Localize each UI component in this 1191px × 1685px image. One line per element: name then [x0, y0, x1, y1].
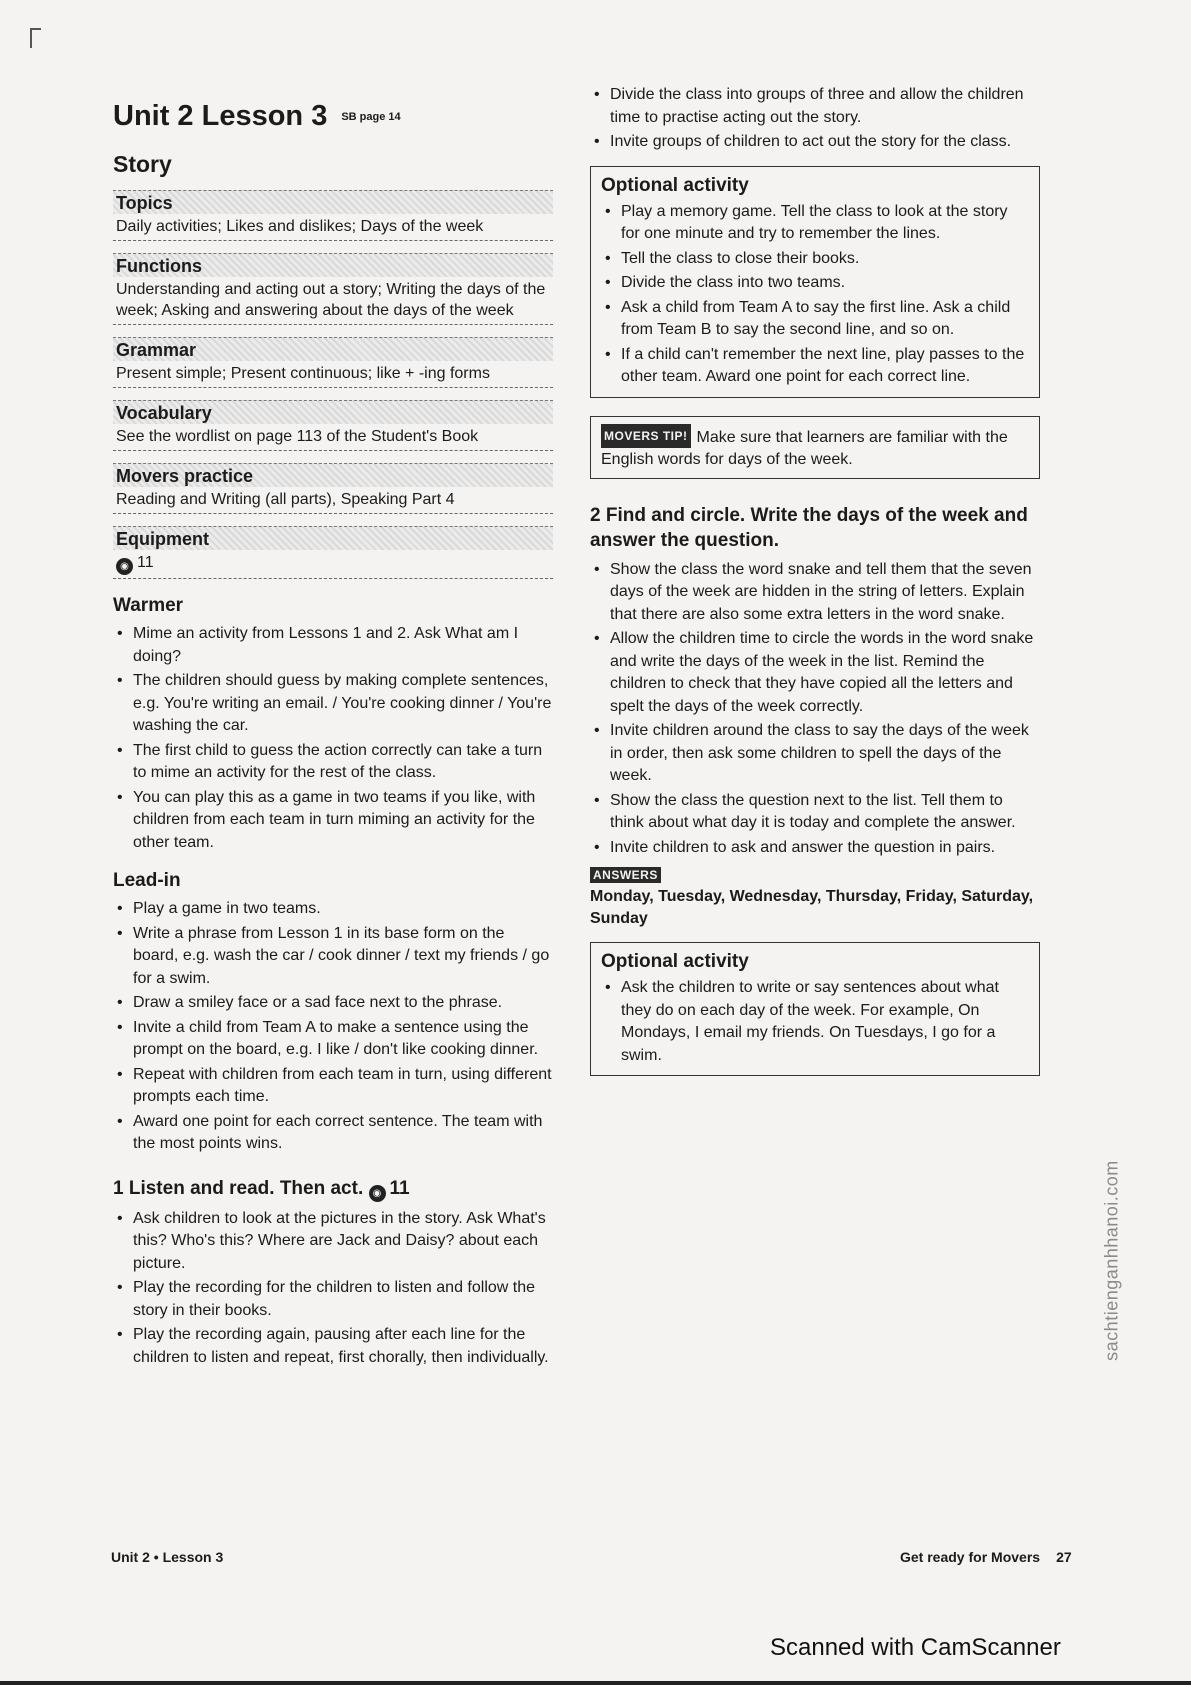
info-text: Daily activities; Likes and dislikes; Days of the week [113, 214, 553, 241]
list-item: • You can play this as a game in two teams if you like, with children from each team in turn miming an activity for the other team. [113, 787, 553, 855]
list-item: • Award one point for each correct sentence. The team with the most points wins. [113, 1111, 553, 1156]
list-item: • Show the class the question next to the list. Tell them to think about what day it is today and complete the answer. [590, 790, 1040, 835]
movers-tip-tag: MOVERS TIP! [601, 424, 691, 448]
list-item: • Invite children around the class to say the days of the week in order, then ask some children to spell the days of the week. [590, 720, 1040, 788]
info-topics [113, 190, 553, 241]
optional-activity-list [601, 201, 1029, 389]
info-label: Equipment [113, 526, 553, 550]
watermark-text: sachtienganhhanoi.com [1101, 1160, 1122, 1361]
list-item: • Show the class the word snake and tell them that the seven days of the week are hidden in the string of letters. Explain that there are also some extra letters in the word snake. [590, 559, 1040, 627]
exercise-1-title: 1 Listen and read. Then act. [113, 1177, 364, 1199]
footer-book-title [900, 1549, 1072, 1565]
list-item: • Invite groups of children to act out the story for the class. [590, 131, 1040, 154]
lesson-title-text: Unit 2 Lesson 3 [113, 100, 328, 132]
list-item: • Invite a child from Team A to make a sentence using the prompt on the board, e.g. I like / don't like cooking dinner. [113, 1017, 553, 1062]
info-text: See the wordlist on page 113 of the Student's Book [113, 424, 553, 451]
audio-icon: ◉ [369, 1185, 386, 1202]
sb-page-ref: SB page 14 [341, 111, 401, 124]
page-number: 27 [1056, 1549, 1072, 1565]
footer-unit-lesson: Unit 2 • Lesson 3 [111, 1549, 224, 1565]
info-label: Functions [113, 253, 553, 277]
info-text: Present simple; Present continuous; like + -ing forms [113, 361, 553, 388]
info-label: Movers practice [113, 463, 553, 487]
answers-tag: ANSWERS [590, 867, 661, 883]
exercise-2-list [590, 559, 1040, 860]
list-item: • Invite children to ask and answer the question in pairs. [590, 837, 1040, 860]
bottom-rule [0, 1681, 1191, 1685]
right-column [590, 84, 1040, 1090]
list-item: • Mime an activity from Lessons 1 and 2. Ask What am I doing? [113, 623, 553, 668]
info-text: Understanding and acting out a story; Writing the days of the week; Asking and answering about the days of the week [113, 277, 553, 325]
footer-book-name: Get ready for Movers [900, 1549, 1041, 1565]
list-item: • Ask the children to write or say sentences about what they do on each day of the week. For example, On Mondays, I email my friends. On Tuesdays, I go for a swim. [601, 977, 1029, 1067]
info-label: Grammar [113, 337, 553, 361]
info-text: Reading and Writing (all parts), Speaking Part 4 [113, 487, 553, 514]
list-item: • The first child to guess the action correctly can take a turn to mime an activity for the rest of the class. [113, 740, 553, 785]
warmer-list [113, 623, 553, 854]
audio-icon: ◉ [116, 558, 133, 575]
exercise-1-list [113, 1208, 553, 1370]
optional-activity-list [601, 977, 1029, 1067]
leadin-list [113, 898, 553, 1156]
list-item: • Ask a child from Team A to say the first line. Ask a child from Team B to say the second line, and so on. [601, 297, 1029, 342]
list-item: • Repeat with children from each team in turn, using different prompts each time. [113, 1064, 553, 1109]
list-item: • Tell the class to close their books. [601, 248, 1029, 271]
optional-activity-heading: Optional activity [601, 174, 749, 196]
story-act-list [590, 84, 1040, 154]
movers-tip-text: Make sure that learners are familiar with the English words for days of the week. [601, 428, 1008, 468]
info-grammar [113, 337, 553, 388]
track-number: 11 [389, 1177, 410, 1199]
list-item: • Play a game in two teams. [113, 898, 553, 921]
movers-tip-box [590, 416, 1040, 479]
list-item: • Play the recording again, pausing after each line for the children to listen and repeat, first chorally, then individually. [113, 1324, 553, 1369]
list-item: • Write a phrase from Lesson 1 in its base form on the board, e.g. wash the car / cook dinner / text my friends / go for a swim. [113, 923, 553, 991]
optional-activity-box [590, 166, 1040, 398]
answers-text: Monday, Tuesday, Wednesday, Thursday, Friday, Saturday, Sunday [590, 888, 1034, 927]
exercise-2-heading: 2 Find and circle. Write the days of the week and answer the question. [590, 504, 1028, 551]
leadin-heading: Lead-in [113, 870, 181, 891]
warmer-heading: Warmer [113, 595, 184, 616]
track-number: 11 [137, 554, 154, 571]
info-movers-practice [113, 463, 553, 514]
list-item: • If a child can't remember the next line, play passes to the other team. Award one point for each correct line. [601, 344, 1029, 389]
list-item: • Divide the class into two teams. [601, 272, 1029, 295]
lesson-title [113, 100, 553, 133]
list-item: • Allow the children time to circle the words in the word snake and write the days of the week in the list. Remind the children to check that they have copied all the letters and spelt the days of the week correctly. [590, 628, 1040, 718]
scanner-caption: Scanned with CamScanner [770, 1634, 1061, 1661]
list-item: • Draw a smiley face or a sad face next to the phrase. [113, 992, 553, 1015]
optional-activity-box-2 [590, 942, 1040, 1076]
story-heading: Story [113, 151, 172, 177]
info-equipment [113, 526, 553, 579]
list-item: • Play the recording for the children to listen and follow the story in their books. [113, 1277, 553, 1322]
info-vocabulary [113, 400, 553, 451]
list-item: • The children should guess by making complete sentences, e.g. You're writing an email. / You're cooking dinner / You're washing the car. [113, 670, 553, 738]
page-edge-mark [30, 28, 41, 48]
info-text [113, 550, 553, 579]
exercise-1-heading [113, 1176, 553, 1202]
list-item: • Play a memory game. Tell the class to look at the story for one minute and try to remember the lines. [601, 201, 1029, 246]
list-item: • Divide the class into groups of three and allow the children time to practise acting out the story. [590, 84, 1040, 129]
info-label: Vocabulary [113, 400, 553, 424]
info-functions [113, 253, 553, 325]
optional-activity-heading: Optional activity [601, 951, 749, 972]
list-item: • Ask children to look at the pictures in the story. Ask What's this? Who's this? Where are Jack and Daisy? about each picture. [113, 1208, 553, 1276]
answers-tag-wrap [590, 867, 1040, 886]
info-label: Topics [113, 190, 553, 214]
left-column [113, 100, 553, 1371]
